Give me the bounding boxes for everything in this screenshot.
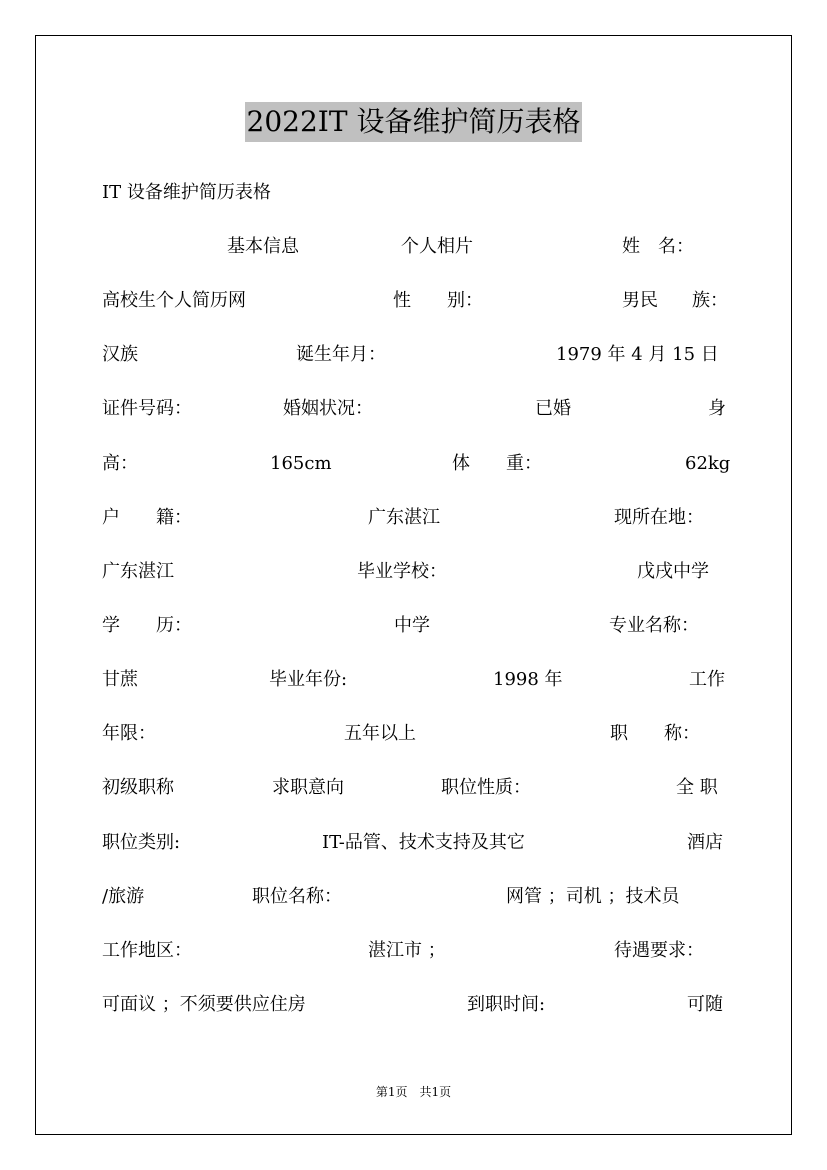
line-text: 到职时间:	[467, 994, 546, 1015]
line-text: 工作地区：	[102, 940, 192, 961]
line-text: 五年以上	[344, 723, 416, 744]
line-text: 基本信息	[227, 236, 299, 257]
resume-line	[102, 558, 727, 586]
resume-line	[102, 341, 727, 369]
line-text: 已婚	[535, 398, 571, 419]
line-text: 职 称：	[610, 723, 700, 744]
resume-line	[102, 937, 727, 965]
line-text: 1998 年	[493, 669, 563, 690]
resume-line	[102, 829, 727, 857]
line-text: 中学	[394, 615, 430, 636]
line-text: 戊戌中学	[637, 561, 709, 582]
line-text: 湛江市 ；	[368, 940, 446, 961]
line-text: 体 重：	[452, 453, 542, 474]
line-text: IT-品管、技术支持及其它	[322, 832, 525, 853]
resume-line	[102, 720, 727, 748]
line-text: 职位类别:	[102, 832, 181, 853]
line-text: 初级职称	[102, 777, 174, 798]
line-text: 族：	[692, 290, 728, 311]
line-text: 高：	[102, 453, 138, 474]
line-text: 网管 ；司机 ；技术员	[506, 886, 680, 907]
line-text: 身	[708, 398, 726, 419]
line-text: 汉族	[102, 344, 138, 365]
line-text: 165cm	[270, 453, 332, 474]
resume-line	[102, 450, 731, 478]
line-text: 证件号码：	[102, 398, 192, 419]
line-text: 可面议 ；不须要供应住房	[102, 994, 306, 1015]
line-text: /旅游	[102, 886, 145, 907]
line-text: 酒店	[687, 832, 723, 853]
line-text: 姓 名：	[622, 236, 694, 257]
line-text: 男民	[622, 290, 658, 311]
line-text: 广东湛江	[368, 507, 440, 528]
line-text: 求职意向	[272, 777, 344, 798]
line-text: 全 职	[676, 777, 718, 798]
line-text: 毕业学校：	[357, 561, 447, 582]
resume-line	[102, 774, 727, 802]
title-container	[0, 102, 827, 142]
line-text: 年限：	[102, 723, 156, 744]
line-text: 职位性质：	[441, 777, 531, 798]
resume-line	[102, 233, 727, 261]
resume-line	[102, 395, 727, 423]
line-text: 婚姻状况：	[283, 398, 373, 419]
line-text: 1979 年 4 月 15 日	[556, 344, 719, 365]
resume-line	[102, 883, 727, 911]
line-text: 专业名称：	[609, 615, 699, 636]
resume-line	[102, 991, 727, 1019]
line-text: 现所在地：	[614, 507, 704, 528]
line-text: 个人相片	[401, 236, 473, 257]
line-text: 学 历：	[102, 615, 192, 636]
line-text: 甘蔗	[102, 669, 138, 690]
document-title: 2022IT 设备维护简历表格	[245, 102, 583, 142]
resume-line	[102, 287, 727, 315]
document-subtitle: IT 设备维护简历表格	[102, 182, 271, 203]
line-text: 工作	[689, 669, 725, 690]
line-text: 诞生年月：	[296, 344, 386, 365]
page-footer: 第1页 共1页	[375, 1085, 452, 1099]
line-text: 可随	[687, 994, 723, 1015]
resume-line	[102, 504, 727, 532]
line-text: 广东湛江	[102, 561, 174, 582]
line-text: 待遇要求：	[614, 940, 704, 961]
line-text: 职位名称：	[252, 886, 342, 907]
line-text: 性 别：	[393, 290, 483, 311]
resume-line	[102, 612, 727, 640]
line-text: 高校生个人简历网	[102, 290, 246, 311]
resume-line	[102, 666, 727, 694]
line-text: 户 籍：	[102, 507, 192, 528]
line-text: 62kg	[685, 453, 731, 474]
line-text: 毕业年份:	[269, 669, 348, 690]
